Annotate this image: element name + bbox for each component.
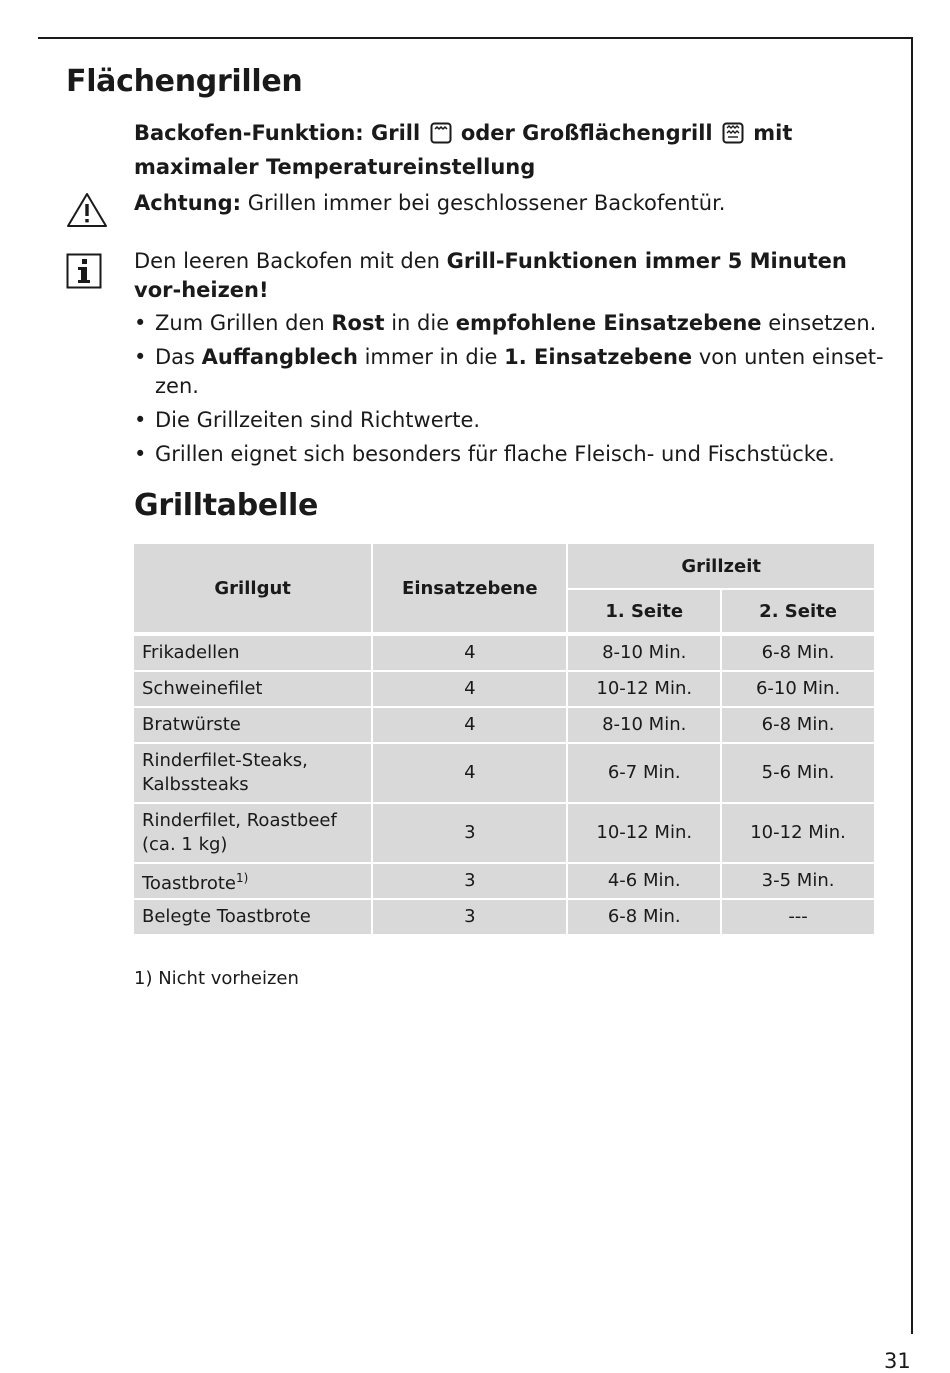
section-heading: Flächengrillen (66, 64, 303, 99)
header-einsatzebene: Einsatzebene (373, 544, 566, 632)
cell-item: Bratwürste (134, 708, 371, 742)
cell-level: 3 (373, 804, 566, 862)
header-grillgut: Grillgut (134, 544, 371, 632)
function-line (134, 118, 874, 182)
large-grill-icon (722, 122, 744, 152)
bullet-text: von unten einset-zen. (155, 345, 884, 398)
info-bullet-list (134, 309, 889, 469)
function-text-2: oder Großflächengrill (460, 121, 713, 145)
top-rule (38, 37, 913, 39)
cell-item-line1: Rinderfilet, Roastbeef (142, 810, 337, 831)
cell-item-line1: Rinderfilet-Steaks, (142, 750, 308, 771)
cell-side1: 6-7 Min. (568, 744, 720, 802)
cell-item-line2: Kalbssteaks (142, 774, 249, 795)
header-seite-2: 2. Seite (722, 590, 874, 632)
bullet-bold: empfohlene Einsatzebene (455, 311, 762, 335)
grill-table (132, 542, 876, 936)
cell-side2: --- (722, 900, 874, 934)
cell-level: 3 (373, 900, 566, 934)
table-row (134, 636, 874, 670)
table-row (134, 864, 874, 898)
cell-item-line1: Toastbrote (142, 873, 236, 894)
bullet-item (134, 309, 889, 338)
cell-level: 4 (373, 672, 566, 706)
bullet-text: in die (384, 311, 456, 335)
info-intro-bold: Grill-Funktionen immer 5 Minuten vor-heizen! (134, 249, 847, 302)
table-title: Grilltabelle (134, 488, 318, 523)
cell-side2: 6-8 Min. (722, 636, 874, 670)
bullet-bold: Rost (331, 311, 385, 335)
warning-triangle-icon (66, 192, 108, 232)
cell-item-line2: (ca. 1 kg) (142, 834, 228, 855)
cell-side2: 6-8 Min. (722, 708, 874, 742)
cell-level: 4 (373, 708, 566, 742)
cell-item: Frikadellen (134, 636, 371, 670)
table-row (134, 672, 874, 706)
bullet-text: einsetzen. (761, 311, 877, 335)
cell-item: Schweinefilet (134, 672, 371, 706)
info-intro (134, 247, 889, 305)
cell-item (134, 804, 371, 862)
table-row (134, 708, 874, 742)
function-text-1: Backofen-Funktion: Grill (134, 121, 421, 145)
warning-text (134, 188, 725, 218)
bullet-text: Zum Grillen den (155, 311, 332, 335)
cell-level: 4 (373, 744, 566, 802)
cell-side1: 6-8 Min. (568, 900, 720, 934)
cell-side2: 3-5 Min. (722, 864, 874, 898)
cell-item (134, 864, 371, 898)
bullet-item (134, 406, 889, 435)
bullet-item (134, 440, 889, 469)
page-number: 31 (884, 1349, 911, 1373)
warning-label: Achtung: (134, 191, 242, 215)
footnote: 1) Nicht vorheizen (134, 968, 299, 989)
cell-level: 4 (373, 636, 566, 670)
warning-body: Grillen immer bei geschlossener Backofentür. (241, 191, 726, 215)
cell-side1: 8-10 Min. (568, 708, 720, 742)
right-rule (911, 37, 913, 1334)
table-row (134, 744, 874, 802)
info-icon (66, 253, 102, 293)
info-block (134, 247, 889, 474)
table-row (134, 900, 874, 934)
footnote-mark: 1) (236, 871, 249, 885)
function-text-3: mit maximaler Temperatureinstellung (134, 121, 793, 179)
info-intro-plain: Den leeren Backofen mit den (134, 249, 447, 273)
bullet-text: immer in die (357, 345, 505, 369)
cell-side1: 8-10 Min. (568, 636, 720, 670)
cell-level: 3 (373, 864, 566, 898)
bullet-bold: 1. Einsatzebene (504, 345, 693, 369)
bullet-bold: Auffangblech (201, 345, 358, 369)
bullet-text: Grillen eignet sich besonders für flache Fleisch- und Fischstücke. (155, 442, 835, 466)
cell-side2: 6-10 Min. (722, 672, 874, 706)
cell-side1: 10-12 Min. (568, 672, 720, 706)
cell-item (134, 744, 371, 802)
cell-side1: 10-12 Min. (568, 804, 720, 862)
cell-side2: 10-12 Min. (722, 804, 874, 862)
bullet-text: Das (155, 345, 202, 369)
cell-side1: 4-6 Min. (568, 864, 720, 898)
grill-icon (430, 122, 452, 152)
header-grillzeit: Grillzeit (568, 544, 874, 588)
cell-side2: 5-6 Min. (722, 744, 874, 802)
cell-item: Belegte Toastbrote (134, 900, 371, 934)
bullet-text: Die Grillzeiten sind Richtwerte. (155, 408, 481, 432)
table-row (134, 804, 874, 862)
bullet-item (134, 343, 889, 401)
header-seite-1: 1. Seite (568, 590, 720, 632)
